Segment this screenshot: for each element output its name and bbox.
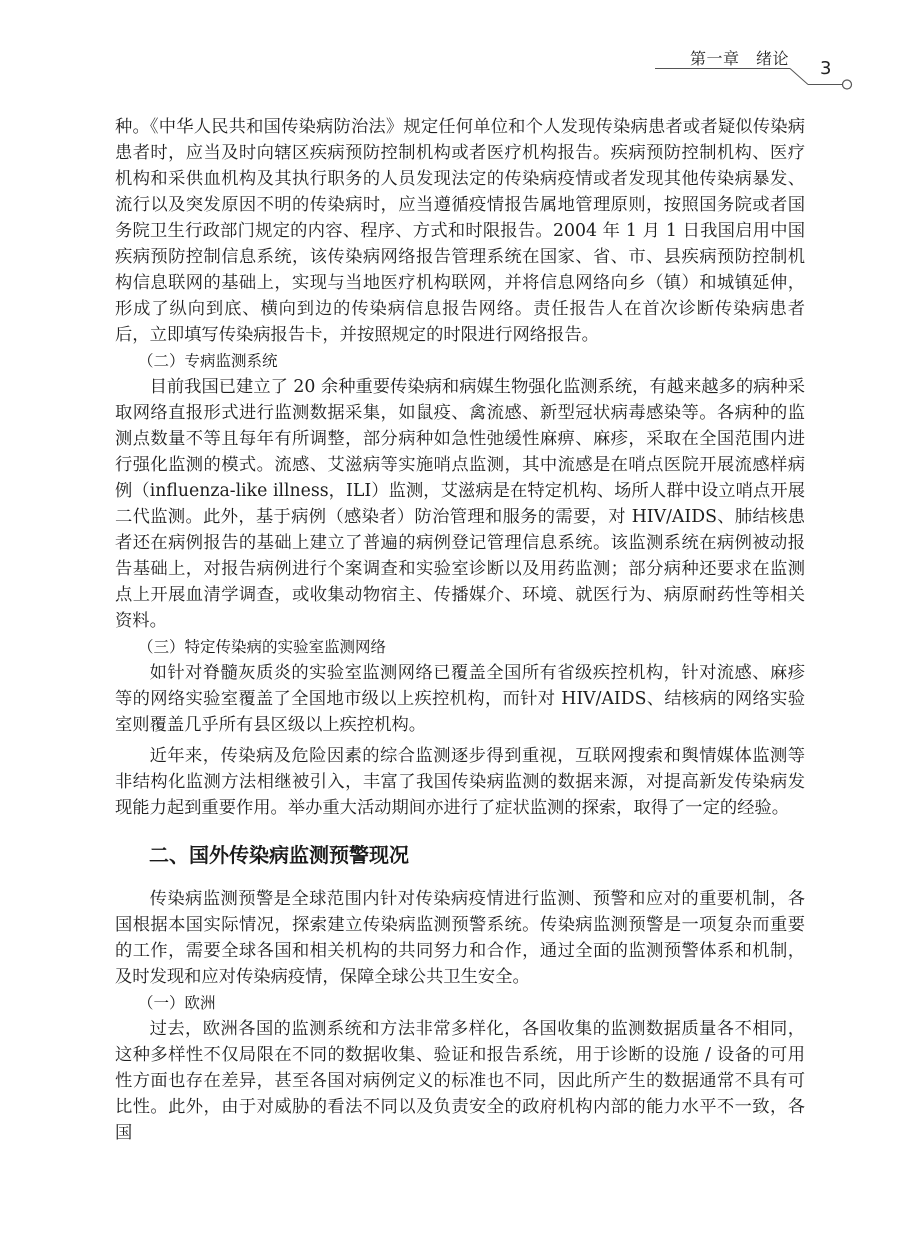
subsection-heading: （二）专病监测系统 — [138, 352, 278, 370]
body-paragraph: 过去，欧洲各国的监测系统和方法非常多样化，各国收集的监测数据质量各不相同，这种多样性不仅局限在不同的数据收集、验证和报告系统，用于诊断的设施 / 设备的可用性方面也存在差异，甚至各国对病例定义的标准也不同，因此所产生的数据通常不具有可比性。此外，由于对威胁的看法不同以及负责安全的政府机构内部的能力水平不一致，各国 — [115, 1019, 805, 1143]
subsection-heading: （一）欧洲 — [138, 994, 216, 1012]
subsection-heading: （三）特定传染病的实验室监测网络 — [138, 638, 387, 656]
section-heading: 二、国外传染病监测预警现况 — [149, 843, 409, 867]
page-body — [115, 114, 805, 1146]
page-number: 3 — [820, 58, 832, 79]
body-paragraph: 近年来，传染病及危险因素的综合监测逐步得到重视，互联网搜索和舆情媒体监测等非结构化监测方法相继被引入，丰富了我国传染病监测的数据来源，对提高新发传染病发现能力起到重要作用。举办重大活动期间亦进行了症状监测的探索，取得了一定的经验。 — [115, 746, 805, 818]
body-paragraph: 如针对脊髓灰质炎的实验室监测网络已覆盖全国所有省级疾控机构，针对流感、麻疹等的网络实验室覆盖了全国地市级以上疾控机构，而针对 HIV/AIDS、结核病的网络实验室则覆盖几乎所有县区级以上疾控机构。 — [115, 663, 805, 735]
header-circle-icon — [843, 80, 852, 89]
body-paragraph: 传染病监测预警是全球范围内针对传染病疫情进行监测、预警和应对的重要机制，各国根据本国实际情况，探索建立传染病监测预警系统。传染病监测预警是一项复杂而重要的工作，需要全球各国和相关机构的共同努力和合作，通过全面的监测预警体系和机制，及时发现和应对传染病疫情，保障全球公共卫生安全。 — [115, 889, 805, 987]
body-paragraph: 种。《中华人民共和国传染病防治法》规定任何单位和个人发现传染病患者或者疑似传染病患者时，应当及时向辖区疾病预防控制机构或者医疗机构报告。疾病预防控制机构、医疗机构和采供血机构及其执行职务的人员发现法定的传染病疫情或者发现其他传染病暴发、流行以及突发原因不明的传染病时，应当遵循疫情报告属地管理原则，按照国务院或者国务院卫生行政部门规定的内容、程序、方式和时限报告。2004 年 1 月 1 日我国启用中国疾病预防控制信息系统，该传染病网络报告管理系统在国家、省、市、县疾病预防控制机构信息联网的基础上，实现与当地医疗机构联网，并将信息网络向乡（镇）和城镇延伸，形成了纵向到底、横向到边的传染病信息报告网络。责任报告人在首次诊断传染病患者后，立即填写传染病报告卡，并按照规定的时限进行网络报告。 — [115, 117, 805, 345]
body-paragraph: 目前我国已建立了 20 余种重要传染病和病媒生物强化监测系统，有越来越多的病种采取网络直报形式进行监测数据采集，如鼠疫、禽流感、新型冠状病毒感染等。各病种的监测点数量不等且每年有所调整，部分病种如急性弛缓性麻痹、麻疹，采取在全国范围内进行强化监测的模式。流感、艾滋病等实施哨点监测，其中流感是在哨点医院开展流感样病例（influenza-like illness，ILI）监测，艾滋病是在特定机构、场所人群中设立哨点开展二代监测。此外，基于病例（感染者）防治管理和服务的需要，对 HIV/AIDS、肺结核患者还在病例报告的基础上建立了普遍的病例登记管理信息系统。该监测系统在病例被动报告基础上，对报告病例进行个案调查和实验室诊断以及用药监测；部分病种还要求在监测点上开展血清学调查，或收集动物宿主、传播媒介、环境、就医行为、病原耐药性等相关资料。 — [115, 377, 805, 631]
page-header — [0, 0, 900, 100]
chapter-title: 第一章 绪论 — [690, 49, 790, 68]
